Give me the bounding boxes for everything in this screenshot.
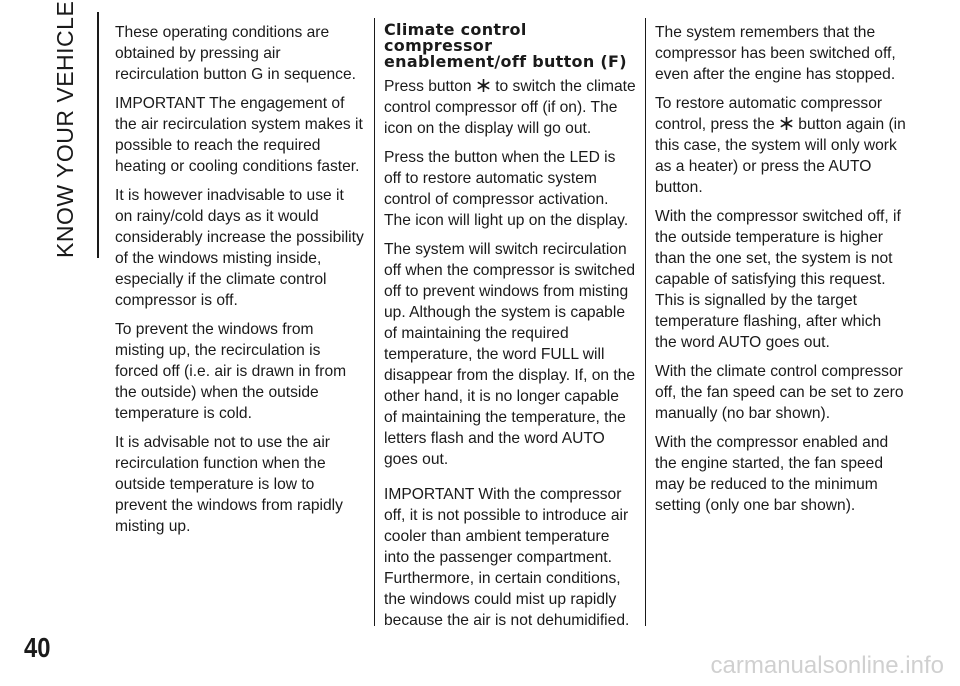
paragraph: It is however inadvisable to use it on rainy/cold days as it would considerably increase the possibility of the windows misting inside, especially if the climate control compressor is off.	[115, 187, 364, 309]
paragraph: With the climate control compressor off, the fan speed can be set to zero manually (no bar shown).	[655, 363, 904, 422]
paragraph: IMPORTANT With the compressor off, it is not possible to introduce air cooler than ambient temperature into the passenger compartment. Furthermore, in certain conditions, the windows could mist up rapidly because the air is not dehumidified.	[384, 486, 630, 629]
paragraph	[655, 93, 907, 198]
column-1	[115, 22, 365, 545]
column-2	[384, 22, 636, 639]
section-heading: Climate control compressor enablement/off button (F)	[384, 20, 627, 71]
paragraph: These operating conditions are obtained by pressing air recirculation button G in sequence.	[115, 24, 356, 83]
paragraph: The system remembers that the compressor has been switched off, even after the engine has stopped.	[655, 24, 896, 83]
column-3	[655, 22, 907, 524]
text-run: button again (in this case, the system will only work as a heater) or press the AUTO button.	[655, 116, 906, 196]
paragraph: To prevent the windows from misting up, the recirculation is forced off (i.e. air is drawn in from the outside) when the outside temperature is cold.	[115, 321, 347, 422]
paragraph: Press the button when the LED is off to restore automatic system control of compressor activation. The icon will light up on the display.	[384, 149, 629, 229]
sidebar-rule	[97, 12, 99, 258]
paragraph: IMPORTANT The engagement of the air recirculation system makes it possible to reach the required heating or cooling conditions faster.	[115, 95, 363, 175]
paragraph: It is advisable not to use the air recirculation function when the outside temperature is low to prevent the windows from rapidly misting up.	[115, 434, 343, 535]
text-run: Press button	[384, 78, 476, 95]
paragraph: The system will switch recirculation off when the compressor is switched off to prevent windows from misting up. Although the system is capable of maintaining the required temperature, the word FULL will disappear from the display. If, on the other hand, it is no longer capable of maintaining the temperature, the letters flash and the word AUTO goes out.	[384, 241, 636, 468]
page-number: 40	[24, 632, 51, 663]
column-divider	[374, 18, 375, 626]
watermark: carmanualsonline.info	[710, 652, 944, 679]
text-run: to switch the climate control compressor off (if on). The icon on the display will go out.	[384, 78, 636, 137]
section-title: KNOW YOUR VEHICLE	[52, 0, 78, 258]
paragraph: With the compressor switched off, if the outside temperature is higher than the one set, the system is not capable of satisfying this request. This is signalled by the target temperature flashing, after which the word AUTO goes out.	[655, 208, 901, 351]
text-run: To restore automatic compressor control, press the	[655, 95, 883, 133]
snowflake-icon	[477, 79, 490, 92]
column-divider	[645, 18, 646, 626]
snowflake-icon	[780, 117, 793, 130]
paragraph	[384, 76, 636, 139]
paragraph: With the compressor enabled and the engine started, the fan speed may be reduced to the minimum setting (only one bar shown).	[655, 434, 889, 514]
